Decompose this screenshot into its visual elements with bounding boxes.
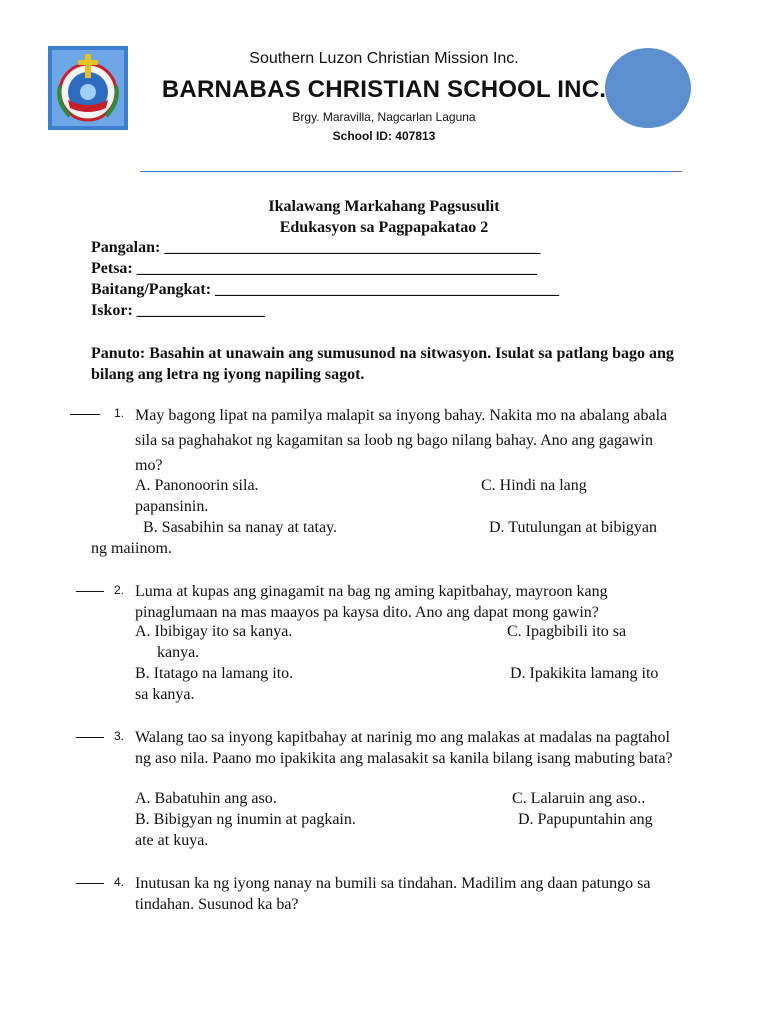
answer-blank-4[interactable] [76, 883, 104, 884]
choice-d: D. Ipakikita lamang ito [510, 665, 659, 682]
name-field[interactable]: Pangalan: _______________________________________________ [91, 239, 541, 256]
choice-c-continued: papansinin. [135, 498, 209, 515]
grade-section-field[interactable]: Baitang/Pangkat: ___________________________________________ [91, 281, 560, 298]
instructions: Panuto: Basahin at unawain ang sumusunod na sitwasyon. Isulat sa patlang bago ang bilang ang letra ng iyong napiling sagot. [91, 345, 674, 383]
question-text: May bagong lipat na pamilya malapit sa inyong bahay. Nakita mo na abalang abala sila sa paghahakot ng kagamitan sa loob ng bago nilang bahay. Ano ang gagawin mo? [135, 407, 668, 474]
school-name: BARNABAS CHRISTIAN SCHOOL INC. [161, 76, 607, 103]
choice-d-continued: ng maiinom. [91, 540, 172, 557]
choice-c: C. Hindi na lang [481, 477, 587, 494]
question-number: 3. [114, 729, 125, 743]
choice-b: B. Sasabihin sa nanay at tatay. [143, 519, 338, 536]
answer-blank-2[interactable] [76, 591, 104, 592]
choice-c-continued: kanya. [157, 644, 200, 661]
school-id: School ID: 407813 [332, 129, 436, 143]
answer-blank-3[interactable] [76, 737, 104, 738]
question-text: Walang tao sa inyong kapitbahay at narinig mo ang malakas at madalas na pagtahol ng aso nila. Paano mo ipakikita ang malasakit sa kanila bilang isang mabuting bata? [135, 729, 673, 767]
choice-d: D. Papupuntahin ang [518, 811, 653, 828]
answer-blank-1[interactable] [70, 414, 100, 415]
choice-a: A. Panonoorin sila. [135, 477, 259, 494]
school-address: Brgy. Maravilla, Nagcarlan Laguna [292, 110, 476, 124]
exam-subject: Edukasyon sa Pagpapakatao 2 [279, 219, 489, 236]
organization-name: Southern Luzon Christian Mission Inc. [249, 50, 519, 67]
question-number: 4. [114, 875, 125, 889]
choice-a: A. Babatuhin ang aso. [135, 790, 277, 807]
choice-b: B. Bibigyan ng inumin at pagkain. [135, 811, 356, 828]
question-text: Luma at kupas ang ginagamit na bag ng aming kapitbahay, mayroon kang pinaglumaan na mas maayos pa kaysa dito. Ano ang dapat mong gawin? [135, 583, 608, 621]
exam-title: Ikalawang Markahang Pagsusulit [268, 198, 500, 215]
question-text: Inutusan ka ng iyong nanay na bumili sa tindahan. Madilim ang daan patungo sa tindahan. Susunod ka ba? [135, 875, 651, 913]
question-number: 2. [114, 583, 125, 597]
score-field[interactable]: Iskor: ________________ [91, 302, 265, 319]
choice-c: C. Lalaruin ang aso.. [512, 790, 646, 807]
date-field[interactable]: Petsa: __________________________________________________ [91, 260, 537, 277]
choice-b: B. Itatago na lamang ito. [135, 665, 294, 682]
header-divider [140, 171, 682, 172]
choice-d: D. Tutulungan at bibigyan [489, 519, 658, 536]
choice-d-continued: sa kanya. [135, 686, 195, 703]
choice-a: A. Ibibigay ito sa kanya. [135, 623, 293, 640]
question-number: 1. [114, 406, 125, 420]
choice-d-continued: ate at kuya. [135, 832, 209, 849]
choice-c: C. Ipagbibili ito sa [507, 623, 627, 640]
